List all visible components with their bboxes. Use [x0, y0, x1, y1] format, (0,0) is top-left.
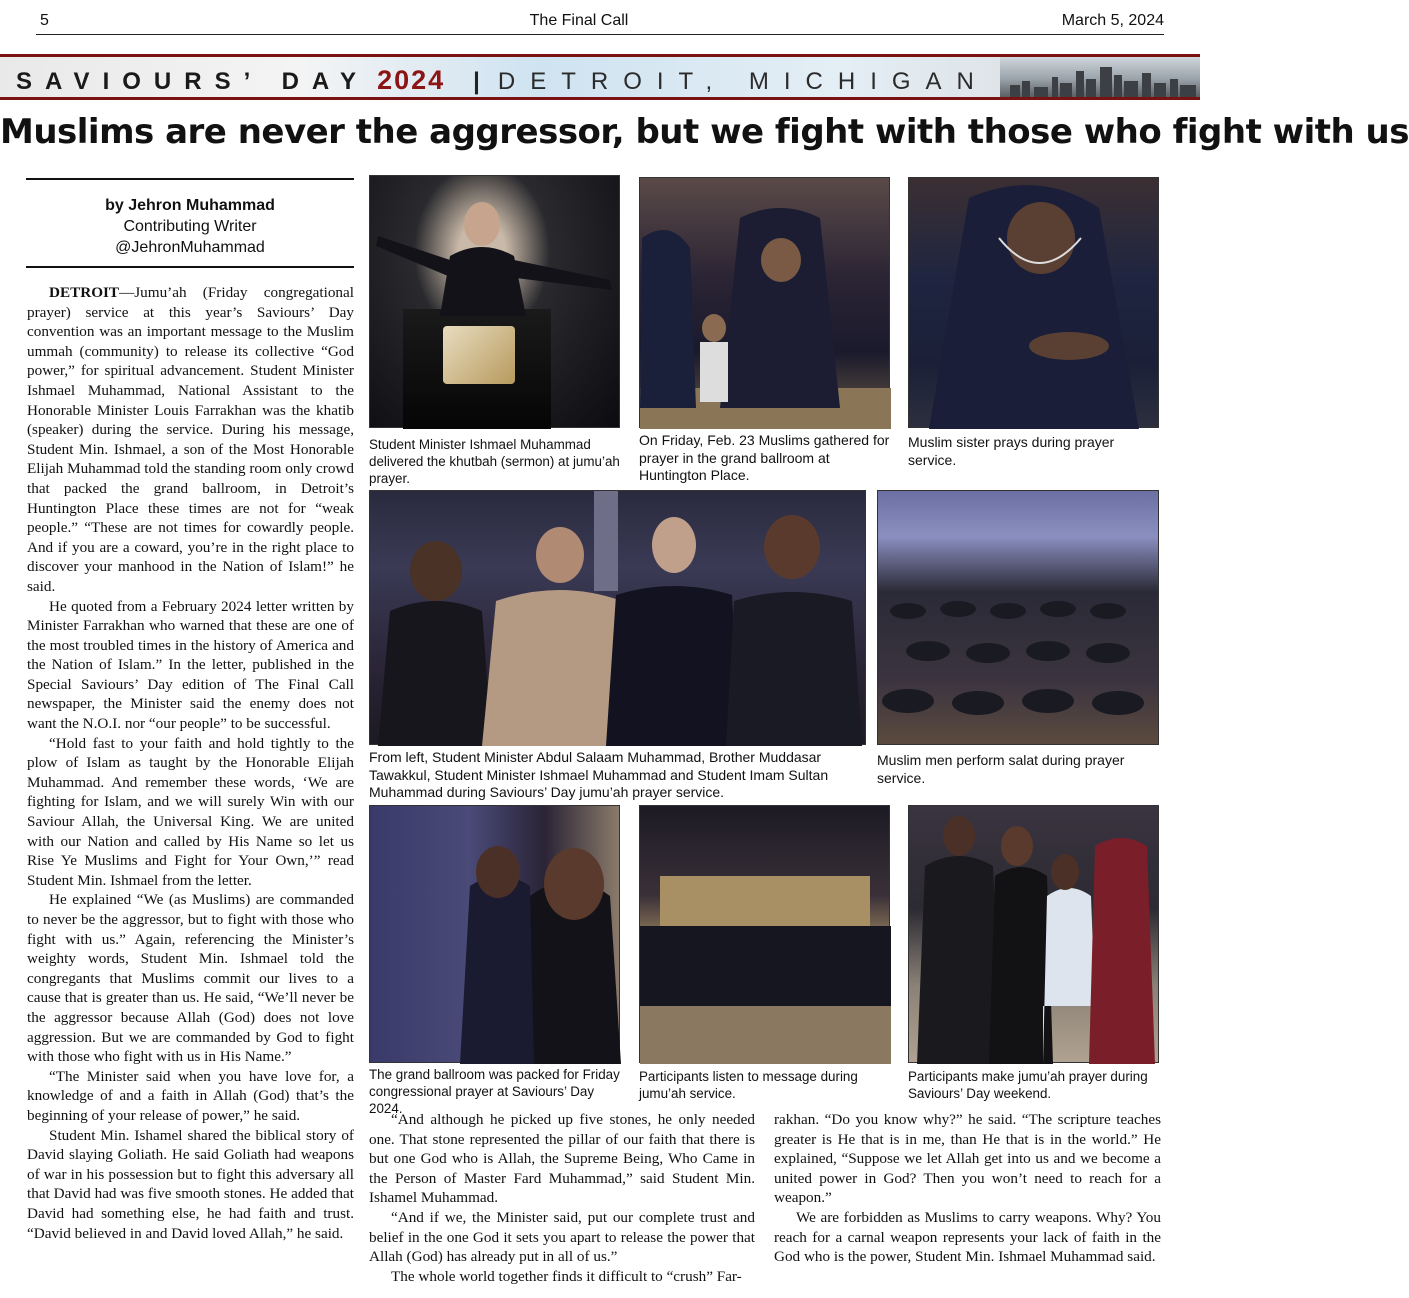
photo-caption-4: From left, Student Minister Abdul Salaam Muhammad, Brother Muddasar Tawakkul, Student Minister Ishmael Muhammad and Student Imam Sultan Muhammad during Saviours’ Day jumu’ah prayer service.	[369, 749, 829, 800]
photo-caption-5: Muslim men perform salat during prayer service.	[877, 752, 1125, 786]
article-column-2	[369, 1110, 755, 1286]
photo-four-men	[369, 490, 866, 745]
article-paragraph-4: He explained “We (as Muslims) are commanded to never be the aggressor, but to fight with those who fight with us.” Again, referencing the Minister’s weighty words, Student Min. Ishmael told the congregants that Muslims commit our lives to a cause that is greater than us. He said, “We’ll never be the aggressor because Allah (God) does not love aggression. But we are commanded by God to fight with those who fight with us in His Name.”	[27, 891, 354, 1066]
article-paragraph-1	[27, 283, 354, 597]
article-paragraph-2: He quoted from a February 2024 letter written by Minister Farrakhan who warned that these are one of the most troubled times in the history of America and the Nation of Islam.” In the letter, published in the Special Saviours’ Day edition of The Final Call newspaper, the Minister said the enemy does not want the N.O.I. nor “our people” to be successful.	[27, 597, 354, 733]
article-paragraph-8: “And if we, the Minister said, put our complete trust and belief in the one God it sets you apart to release the power that Allah (God) has already put in all of us.”	[369, 1208, 755, 1266]
photo-caption-8: Participants make jumu’ah prayer during Saviours’ Day weekend.	[908, 1069, 1148, 1101]
banner-year: 2024	[377, 65, 446, 95]
photo-caption-7: Participants listen to message during jumu’ah service.	[639, 1069, 858, 1101]
banner-location: DETROIT, MICHIGAN	[497, 68, 989, 95]
skyline-image	[1000, 57, 1200, 97]
photo-caption-3: Muslim sister prays during prayer service.	[908, 434, 1115, 468]
photo-caption-1: Student Minister Ishmael Muhammad delivered the khutbah (sermon) at jumu’ah prayer.	[369, 437, 620, 486]
publication-name: The Final Call	[529, 12, 629, 29]
article-paragraph-10: We are forbidden as Muslims to carry weapons. Why? You reach for a carnal weapon represents your lack of faith in the God who is the power, Student Min. Ishmael Muhammad said.	[774, 1208, 1161, 1266]
article-paragraph-6: Student Min. Ishamel shared the biblical story of David slaying Goliath. He said Goliath had weapons of war in his possession but to fight this adversary all that David had was five smooth stones. He added that David had something else, he had faith and trust. “David believed in and David loved Allah,” he said.	[27, 1126, 354, 1242]
byline-handle: @JehronMuhammad	[115, 239, 265, 256]
article-paragraph-3: “Hold fast to your faith and hold tightly to the plow of Islam as taught by the Honorable Elijah Muhammad. And remember these words, ‘We are fighting for Islam, and we will surely Win with our Saviour Allah, the Universal King. We are united with our Nation and called by His Name so let us Rise Ye Muslims and Fight for Your Own,’” read Student Min. Ishmael from the letter.	[27, 734, 354, 889]
article-paragraph-9-start: The whole world together finds it difficult to “crush” Far-	[391, 1267, 742, 1285]
podium-seal	[443, 326, 515, 384]
photo-participants-listen	[639, 805, 890, 1063]
header-rule	[36, 34, 1164, 35]
photo-sister-praying	[908, 177, 1159, 428]
photo-men-salat	[877, 490, 1159, 745]
photo-speaker-at-podium	[369, 175, 620, 428]
section-banner	[0, 54, 1200, 100]
page-number: 5	[40, 12, 49, 29]
article-column-3	[774, 1110, 1161, 1267]
article-column-1	[27, 283, 354, 1243]
banner-text	[16, 65, 989, 96]
banner-separator: |	[473, 68, 480, 95]
article-paragraph-7: “And although he picked up five stones, he only needed one. That stone represented the pillar of our faith that there is but one God who is Allah, the Supreme Being, Who Came in the Person of Master Fard Muhammad,” said Student Min. Ishamel Muhammad.	[369, 1111, 755, 1207]
photo-caption-2: On Friday, Feb. 23 Muslims gathered for prayer in the grand ballroom at Huntington Place.	[639, 432, 890, 483]
headline: Muslims are never the aggressor, but we fight with those who fight with us	[0, 112, 1409, 152]
running-head	[0, 0, 1200, 34]
photo-women-prayer	[639, 177, 890, 428]
photo-caption-6: The grand ballroom was packed for Friday congressional prayer at Saviours’ Day 2024.	[369, 1067, 620, 1116]
article-paragraph-5: “The Minister said when you have love for, a knowledge of and a faith in Allah (God) that’s the beginning of your release of power,” he said.	[27, 1067, 354, 1124]
paragraph-1-text: —Jumu’ah (Friday congregational prayer) service at this year’s Saviours’ Day convention was an important message to the Muslim ummah (community) to release its collective “God power,” for spiritual advancement. Student Minister Ishmael Muhammad, National Assistant to the Honorable Minister Louis Farrakhan was the khatib (speaker) during the service. During his message, Student Min. Ishmael, a son of the Most Honorable Elijah Muhammad told the standing room only crowd that packed the grand ballroom, in Detroit’s Huntington Place these times are not for “weak people.” “These are not times for cowardly people. And if you are a coward, you’re in the right place to discover your manhood in the Nation of Islam!” he said.	[27, 284, 354, 595]
byline-role: Contributing Writer	[123, 218, 257, 235]
issue-date: March 5, 2024	[1061, 12, 1164, 29]
byline	[26, 178, 354, 268]
byline-author: by Jehron Muhammad	[105, 197, 275, 214]
dateline: DETROIT	[49, 284, 120, 301]
photo-men-jumuah	[908, 805, 1159, 1063]
article-paragraph-9-end: rakhan. “Do you know why?” he said. “The scripture teaches greater is He that is in me, than He that is in the world.” He explained, “Suppose we let Allah get into us and we become a united power in God? Then you won’t need to reach for a weapon.”	[774, 1111, 1161, 1207]
banner-event: SAVIOURS’ DAY	[16, 68, 370, 95]
photo-ballroom-men-standing	[369, 805, 620, 1063]
